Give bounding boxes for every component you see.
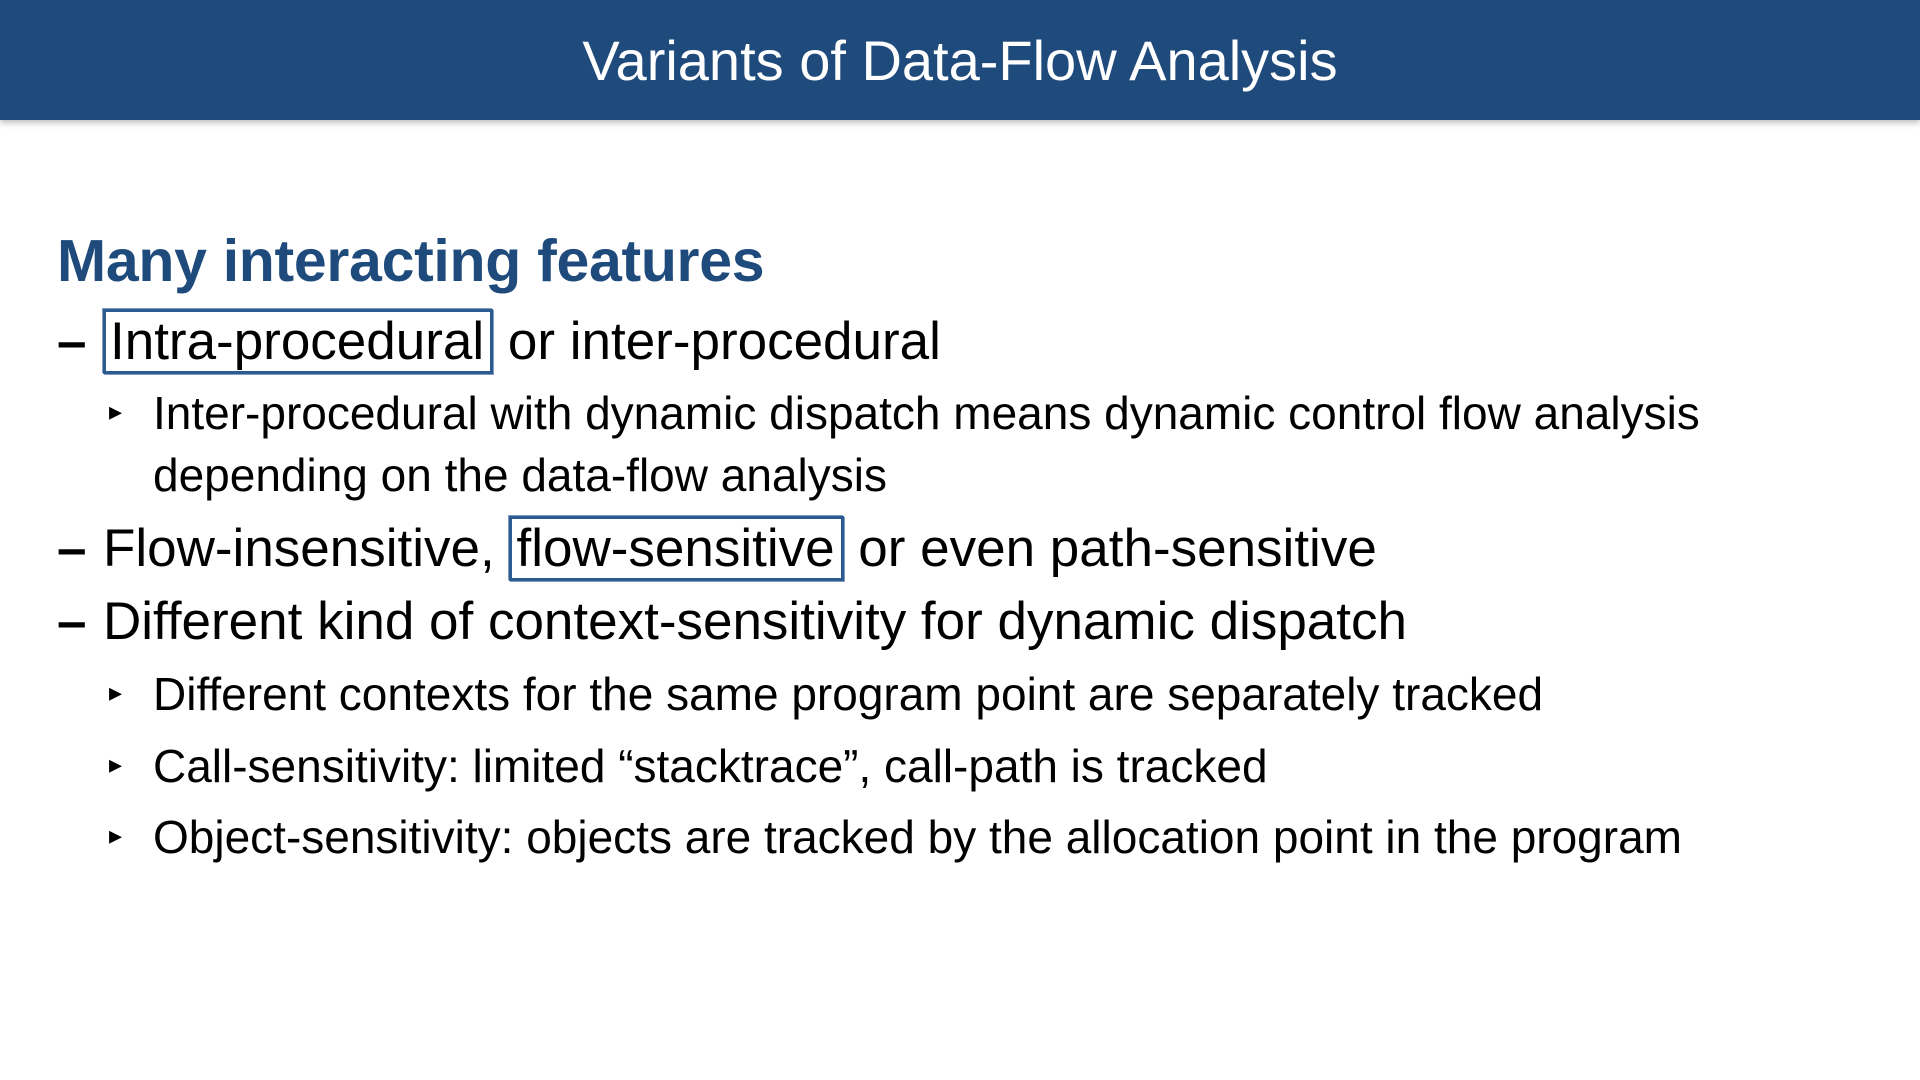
dash-marker: – — [57, 592, 87, 652]
bullet-item — [57, 590, 1867, 654]
triangle-bullet-icon: ▸ — [109, 396, 123, 427]
section-heading: Many interacting features — [57, 228, 765, 294]
sub-bullet-item — [57, 807, 1833, 869]
sub-bullet-text: Inter-procedural with dynamic dispatch means dynamic control flow analysis depending on the data-flow analysis — [153, 387, 1700, 502]
title-bar — [0, 0, 1920, 120]
bullet-text: or even path-sensitive — [843, 518, 1377, 578]
sub-bullet-text: Object-sensitivity: objects are tracked by the allocation point in the program — [153, 811, 1682, 864]
dash-marker: – — [57, 518, 87, 578]
highlight-box: Intra-procedural — [103, 309, 493, 374]
sub-bullet-text: Different contexts for the same program point are separately tracked — [153, 667, 1544, 720]
slide-content — [57, 228, 1867, 879]
sub-bullet-item — [57, 736, 1833, 798]
slide-title: Variants of Data-Flow Analysis — [582, 29, 1338, 92]
triangle-bullet-icon: ▸ — [109, 676, 123, 707]
bullet-text: or inter-procedural — [493, 311, 941, 371]
highlight-box: flow-sensitive — [509, 516, 843, 581]
triangle-bullet-icon: ▸ — [109, 748, 123, 779]
bullet-text: Flow-insensitive, — [103, 518, 510, 578]
bullet-item — [57, 310, 1867, 374]
dash-marker: – — [57, 311, 87, 371]
sub-bullet-text: Call-sensitivity: limited “stacktrace”, call-path is tracked — [153, 739, 1268, 792]
triangle-bullet-icon: ▸ — [109, 820, 123, 851]
bullet-text: Different kind of context-sensitivity for dynamic dispatch — [103, 592, 1407, 652]
sub-bullet-item — [57, 664, 1833, 726]
bullet-item — [57, 517, 1867, 581]
sub-bullet-item — [57, 383, 1833, 506]
